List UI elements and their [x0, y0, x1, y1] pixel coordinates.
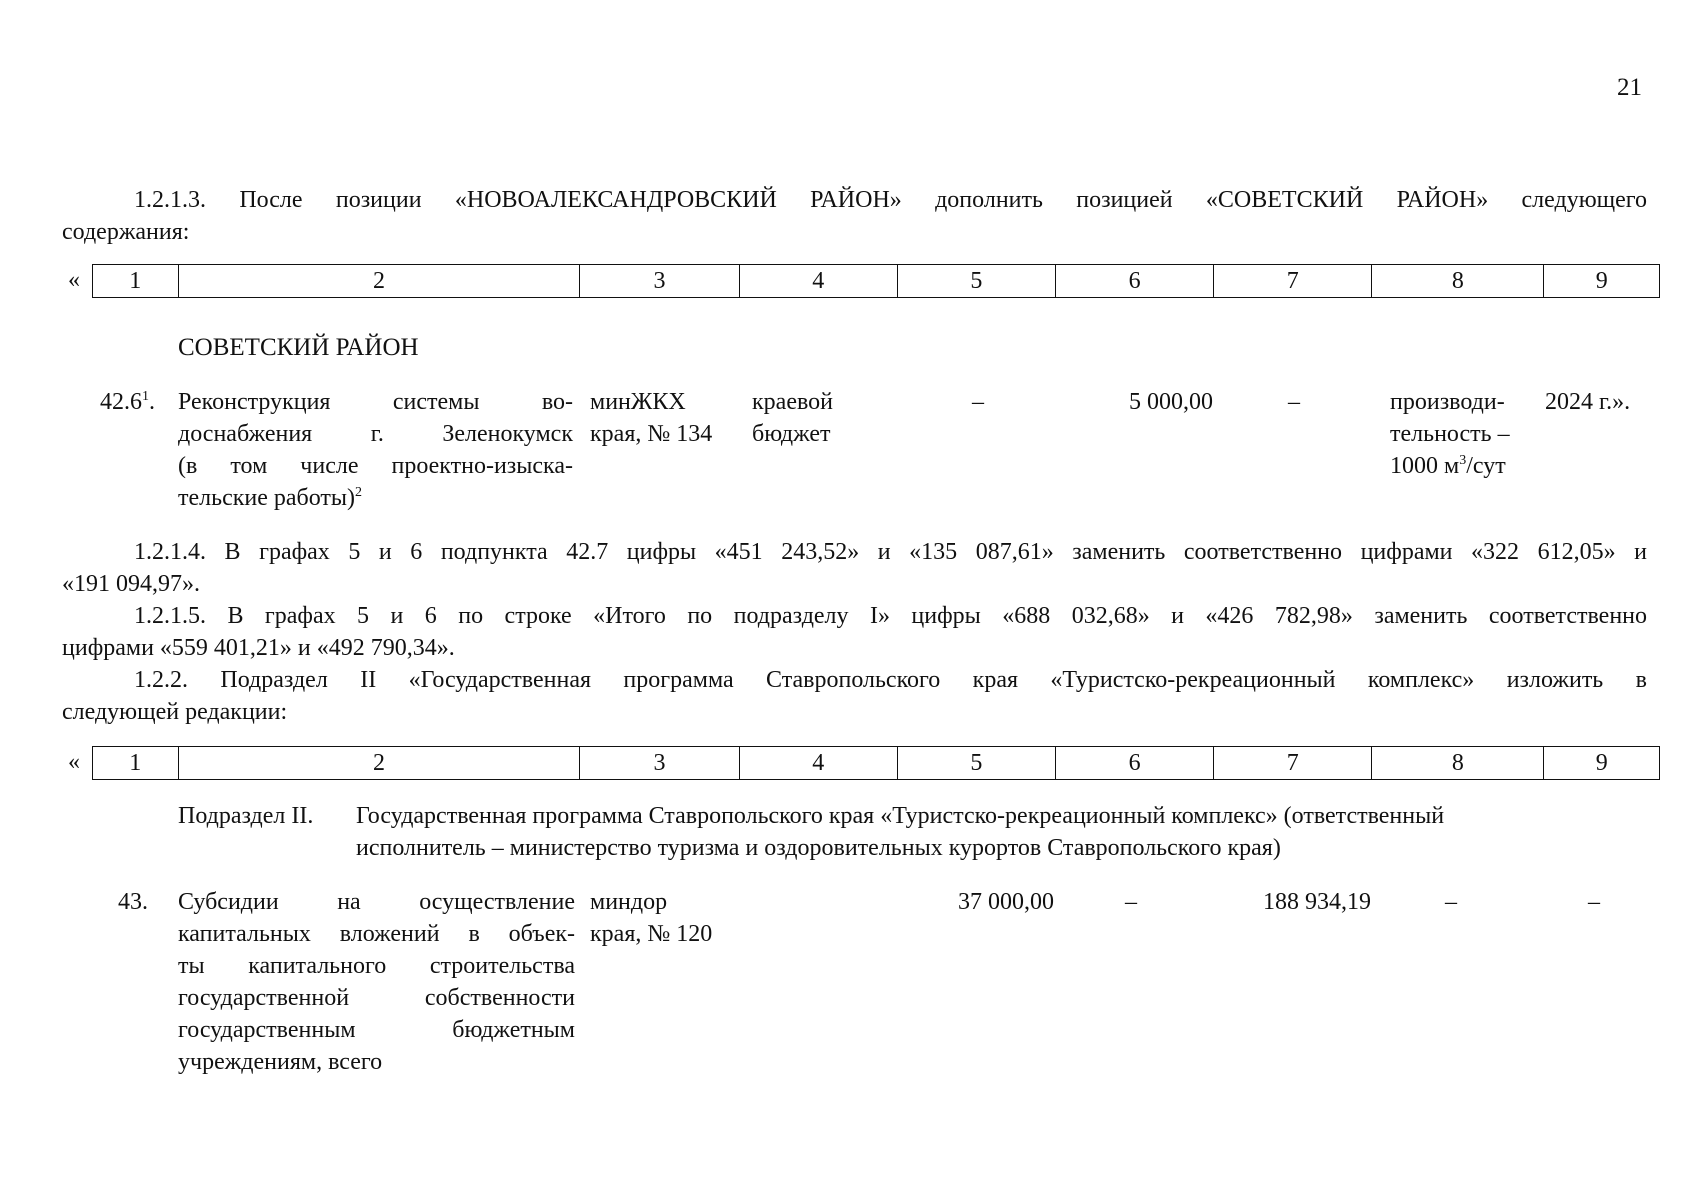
row-col9: 2024 г.». [1545, 389, 1631, 415]
column-number: 5 [897, 747, 1055, 780]
subsection-label: Подраздел II. [178, 803, 314, 829]
column-number: 6 [1056, 265, 1214, 298]
column-number: 1 [93, 747, 179, 780]
row-col6: 5 000,00 [1129, 389, 1213, 415]
row-number: 42.6$^1$. [100, 389, 155, 415]
section-title: СОВЕТСКИЙ РАЙОН [178, 334, 419, 361]
column-number-row [92, 746, 1660, 780]
row-col8: – [1445, 889, 1457, 915]
column-number: 3 [580, 265, 739, 298]
column-number: 6 [1056, 747, 1214, 780]
paragraph-1-2-1-5 [62, 600, 1647, 664]
paragraph-line: 1.2.1.5. В графах 5 и 6 по строке «Итого по подразделу I» цифры «688 032,68» и «426 782,98» заменить соответственно [134, 603, 1647, 629]
paragraph-1-2-1-4 [62, 536, 1647, 600]
paragraph-line: 1.2.1.4. В графах 5 и 6 подпункта 42.7 цифры «451 243,52» и «135 087,61» заменить соответственно цифрами «322 612,05» и [134, 539, 1647, 565]
open-quote: « [68, 749, 80, 775]
column-number: 2 [178, 265, 580, 298]
page-number: 21 [1617, 74, 1642, 101]
row-col6: – [1125, 889, 1137, 915]
row-number: 43. [118, 889, 148, 915]
row-col7: 188 934,19 [1263, 889, 1371, 915]
row-col7: – [1288, 389, 1300, 415]
row-funding-source: краевой бюджет [752, 389, 833, 447]
column-number: 8 [1372, 265, 1544, 298]
paragraph-line: 1.2.2. Подраздел II «Государственная программа Ставропольского края «Туристско-рекреационный комплекс» изложить в [134, 667, 1647, 693]
row-col9: – [1588, 889, 1600, 915]
column-header-table [60, 746, 1660, 780]
paragraph-1-2-2 [62, 664, 1647, 728]
paragraph-1-2-1-3 [62, 184, 1647, 248]
column-number: 7 [1214, 747, 1372, 780]
row-customer: миндор края, № 120 [590, 889, 713, 947]
paragraph-line: цифрами «559 401,21» и «492 790,34». [62, 635, 455, 661]
column-number: 1 [93, 265, 179, 298]
column-number: 9 [1544, 747, 1660, 780]
row-col5: 37 000,00 [958, 889, 1054, 915]
paragraph-line: 1.2.1.3. После позиции «НОВОАЛЕКСАНДРОВСКИЙ РАЙОН» дополнить позицией «СОВЕТСКИЙ РАЙОН» следующего [134, 187, 1647, 213]
paragraph-line: следующей редакции: [62, 699, 288, 725]
column-number: 9 [1544, 265, 1660, 298]
row-customer: минЖКХ края, № 134 [590, 389, 713, 447]
column-number: 8 [1372, 747, 1544, 780]
open-quote: « [68, 267, 80, 293]
column-number: 4 [739, 265, 897, 298]
column-number: 5 [897, 265, 1055, 298]
column-number-row [92, 264, 1660, 298]
subsection-title: Государственная программа Ставропольского края «Туристско-рекреационный комплекс» (ответственный исполнитель – министерство туризма и оздоровительных курортов Ставропольского края) [356, 803, 1445, 861]
column-number: 4 [739, 747, 897, 780]
row-col8: производи- тельность – 1000 $м^3$/сут [1390, 389, 1510, 479]
column-number: 3 [580, 747, 739, 780]
paragraph-line: содержания: [62, 219, 190, 245]
row-col5: – [972, 389, 984, 415]
column-header-table [60, 264, 1660, 298]
column-number: 7 [1214, 265, 1372, 298]
row-name: Субсидии на осуществление капитальных вложений в объек- ты капитального строительства государственной собственности государственным бюджетным учреждениям, всего [178, 889, 575, 1075]
paragraph-line: «191 094,97». [62, 571, 200, 597]
column-number: 2 [178, 747, 580, 780]
row-name: Реконструкция системы во- доснабжения г. Зеленокумск (в том числе проектно-изыска- тельские работы)$^2$ [178, 389, 573, 511]
